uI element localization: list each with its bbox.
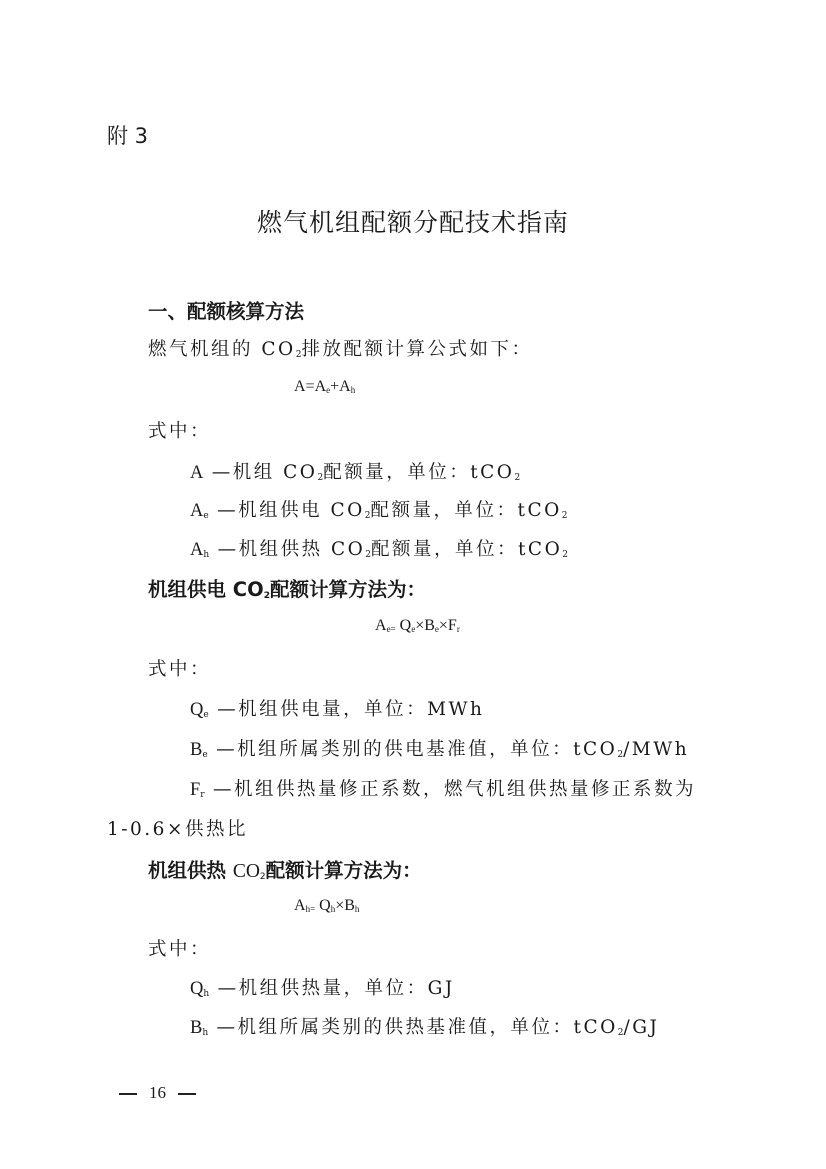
annex-label: 附 3 [107, 124, 149, 148]
formula-part: +A [330, 378, 351, 395]
formula-part: Q [395, 617, 412, 634]
heading-text: CO [232, 861, 260, 882]
subscript: e [203, 710, 209, 720]
formula-power [375, 617, 460, 635]
heat-heading [148, 855, 422, 883]
def-text: —机组供电量，单位：MWh [217, 699, 485, 720]
symbol: A [190, 463, 204, 483]
def-text: —机组供热量修正系数，燃气机组供热量修正系数为 [213, 779, 697, 800]
subscript: e= [386, 624, 396, 634]
symbol: B [190, 740, 203, 760]
subscript: 2 [617, 750, 624, 760]
formula-heat [294, 897, 359, 915]
subscript: 2 [259, 872, 266, 882]
intro-paragraph [148, 335, 532, 361]
subscript: 2 [295, 350, 302, 360]
def-text: 配额量，单位：tCO [371, 539, 563, 560]
subscript: h [350, 385, 356, 395]
symbol: F [190, 780, 201, 800]
definition-bh [190, 1013, 659, 1039]
definition-fr-continuation: 1-0.6×供热比 [107, 819, 248, 840]
subscript: e [326, 385, 331, 395]
def-text: /GJ [623, 1017, 660, 1038]
dash-left [119, 1093, 137, 1094]
intro-text-cont: 排放配额计算公式如下： [301, 339, 533, 360]
subscript: h [354, 904, 360, 914]
symbol: Q [190, 700, 204, 720]
page-number [107, 1083, 208, 1103]
def-text: /MWh [623, 739, 690, 760]
subscript: 2 [263, 591, 270, 601]
subscript: e [411, 624, 416, 634]
section-heading: 一、配额核算方法 [148, 300, 305, 323]
definition-qe [190, 695, 484, 721]
symbol: A [190, 501, 204, 521]
heading-text: 机组供热 [148, 859, 227, 882]
formula-total [294, 378, 355, 396]
subscript: 2 [365, 550, 371, 560]
subscript: r [456, 624, 460, 634]
subscript: 2 [617, 1028, 624, 1038]
def-text: —机组所属类别的供热基准值，单位：tCO [216, 1017, 618, 1038]
subscript: h [330, 904, 336, 914]
definition-ae [190, 496, 568, 522]
definition-fr [190, 775, 696, 801]
definition-be [190, 735, 689, 761]
heading-text: 机组供电 CO [148, 578, 264, 601]
definition-qh [190, 974, 455, 1000]
subscript: h [203, 989, 210, 999]
def-text: —机组供电 CO [217, 500, 365, 521]
symbol: A [190, 540, 204, 560]
subscript: 2 [562, 550, 568, 560]
def-text: —机组所属类别的供电基准值，单位：tCO [216, 739, 618, 760]
subscript: e [203, 511, 209, 521]
where-label: 式中： [148, 421, 212, 442]
def-text: —机组供热量，单位：GJ [217, 978, 455, 999]
def-text: —机组供热 CO [217, 539, 366, 560]
definition-a [190, 458, 520, 484]
where-label: 式中： [148, 659, 212, 680]
definition-ah [190, 535, 568, 561]
formula-part: ×B [335, 897, 355, 914]
dash-right [178, 1093, 196, 1094]
page-number-value: 16 [149, 1083, 166, 1102]
subscript: r [200, 790, 205, 800]
subscript: h [203, 550, 210, 560]
formula-part: A [375, 617, 387, 634]
subscript: h= [305, 904, 316, 914]
def-text: 配额量，单位：tCO [323, 462, 515, 483]
power-heading [148, 574, 426, 602]
subscript: e [202, 750, 208, 760]
formula-part: A=A [294, 378, 327, 395]
formula-part: Q [315, 897, 331, 914]
subscript: 2 [514, 473, 521, 483]
symbol: Q [190, 979, 204, 999]
where-label: 式中： [148, 939, 212, 960]
heading-text: 配额计算方法为： [265, 859, 422, 882]
intro-text: 燃气机组的 CO [148, 339, 296, 360]
document-title: 燃气机组配额分配技术指南 [256, 208, 569, 237]
symbol: B [190, 1018, 203, 1038]
heading-text: 配额计算方法为： [269, 578, 426, 601]
subscript: 2 [561, 511, 568, 521]
subscript: e [434, 624, 439, 634]
subscript: h [202, 1028, 209, 1038]
def-text: 配额量，单位：tCO [370, 500, 562, 521]
subscript: 2 [364, 511, 371, 521]
formula-part: A [294, 897, 306, 914]
subscript: 2 [317, 473, 324, 483]
formula-part: ×B [415, 617, 435, 634]
def-text: —机组 CO [211, 462, 318, 483]
formula-part: ×F [438, 617, 457, 634]
